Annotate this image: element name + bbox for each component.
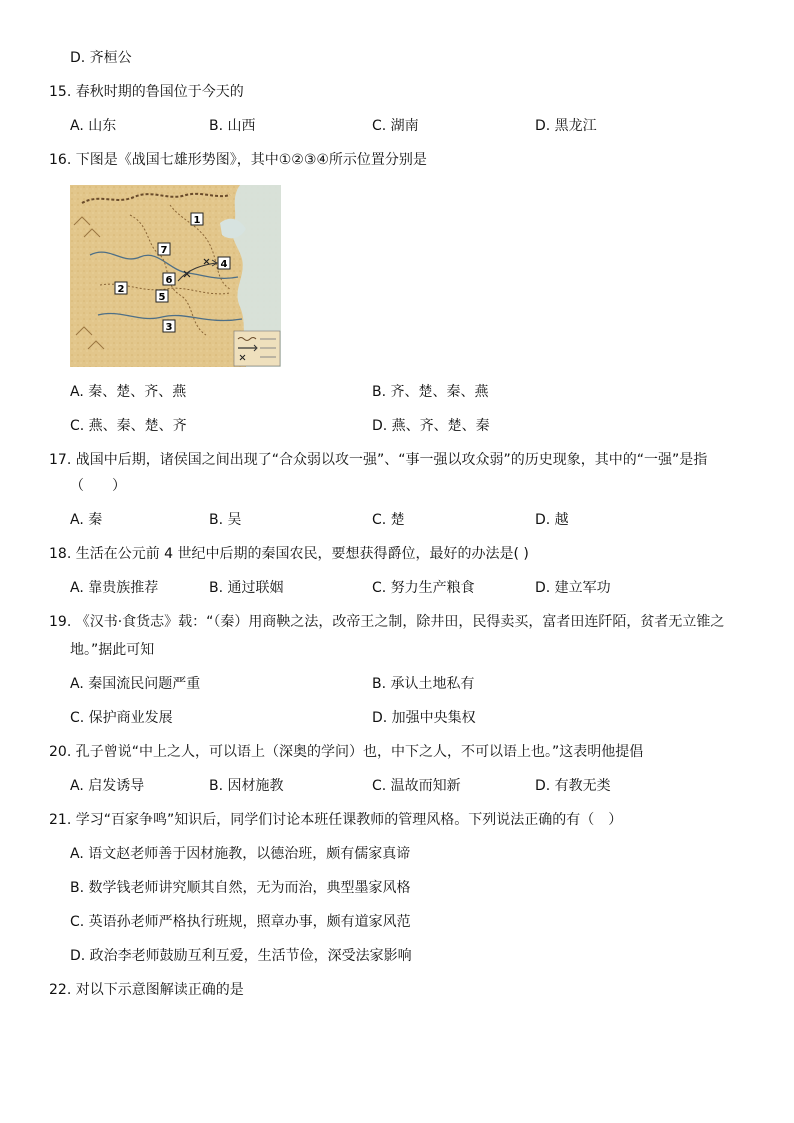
q17-option-d: D. 越 [535, 512, 569, 528]
q15-stem: 15. 春秋时期的鲁国位于今天的 [49, 84, 244, 100]
q21-option-d: D. 政治李老师鼓励互利互爱，生活节俭，深受法家影响 [70, 948, 412, 964]
q15-option-d: D. 黑龙江 [535, 118, 597, 134]
q21-option-c: C. 英语孙老师严格执行班规，照章办事，颇有道家风范 [70, 914, 411, 930]
warring-states-map [70, 185, 281, 367]
q21-option-b: B. 数学钱老师讲究顺其自然，无为而治，典型墨家风格 [70, 880, 411, 896]
q19-option-a: A. 秦国流民问题严重 [70, 676, 201, 692]
q21-stem: 21. 学习“百家争鸣”知识后，同学们讨论本班任课教师的管理风格。下列说法正确的有（ ） [49, 812, 623, 828]
map-label-5: 5 [158, 292, 166, 303]
q16-option-c: C. 燕、秦、楚、齐 [70, 418, 187, 434]
q19-stem-line2: 地。”据此可知 [70, 642, 155, 658]
q18-option-b: B. 通过联姻 [209, 580, 284, 596]
q16-option-a: A. 秦、楚、齐、燕 [70, 384, 187, 400]
q16-option-d: D. 燕、齐、楚、秦 [372, 418, 490, 434]
q18-option-c: C. 努力生产粮食 [372, 580, 475, 596]
q18-stem: 18. 生活在公元前 4 世纪中后期的秦国农民，要想获得爵位，最好的办法是( ) [49, 546, 529, 562]
q17-option-b: B. 吴 [209, 512, 242, 528]
map-label-2: 2 [117, 284, 125, 295]
q20-option-c: C. 温故而知新 [372, 778, 461, 794]
q19-option-b: B. 承认土地私有 [372, 676, 475, 692]
map-label-4: 4 [220, 259, 228, 270]
q18-option-d: D. 建立军功 [535, 580, 611, 596]
q22-stem: 22. 对以下示意图解读正确的是 [49, 982, 244, 998]
q15-option-c: C. 湖南 [372, 118, 419, 134]
q17-option-c: C. 楚 [372, 512, 405, 528]
map-label-3: 3 [165, 322, 173, 333]
q15-option-a: A. 山东 [70, 118, 117, 134]
q17-stem-line2: （ ） [70, 478, 126, 494]
q20-option-d: D. 有教无类 [535, 778, 611, 794]
map-label-7: 7 [160, 245, 168, 256]
map-label-1: 1 [193, 215, 201, 226]
q20-stem: 20. 孔子曾说“中上之人，可以语上（深奥的学问）也，中下之人，不可以语上也。”这表明他提倡 [49, 744, 644, 760]
q21-option-a: A. 语文赵老师善于因材施教，以德治班，颇有儒家真谛 [70, 846, 411, 862]
q17-option-a: A. 秦 [70, 512, 103, 528]
q16-stem: 16. 下图是《战国七雄形势图》，其中①②③④所示位置分别是 [49, 152, 427, 168]
q15-option-b: B. 山西 [209, 118, 256, 134]
q16-option-b: B. 齐、楚、秦、燕 [372, 384, 489, 400]
q19-stem-line1: 19. 《汉书·食货志》载：“（秦）用商鞅之法，改帝王之制，除井田，民得卖买，富者田连阡陌，贫者无立锥之 [49, 614, 725, 630]
q20-option-b: B. 因材施教 [209, 778, 284, 794]
q17-stem-line1: 17. 战国中后期，诸侯国之间出现了“合众弱以攻一强”、“事一强以攻众弱”的历史现象，其中的“一强”是指 [49, 452, 708, 468]
q14-option-d: D. 齐桓公 [70, 50, 132, 66]
q19-option-c: C. 保护商业发展 [70, 710, 173, 726]
q19-option-d: D. 加强中央集权 [372, 710, 476, 726]
q18-option-a: A. 靠贵族推荐 [70, 580, 159, 596]
q20-option-a: A. 启发诱导 [70, 778, 145, 794]
map-label-6: 6 [165, 275, 173, 286]
